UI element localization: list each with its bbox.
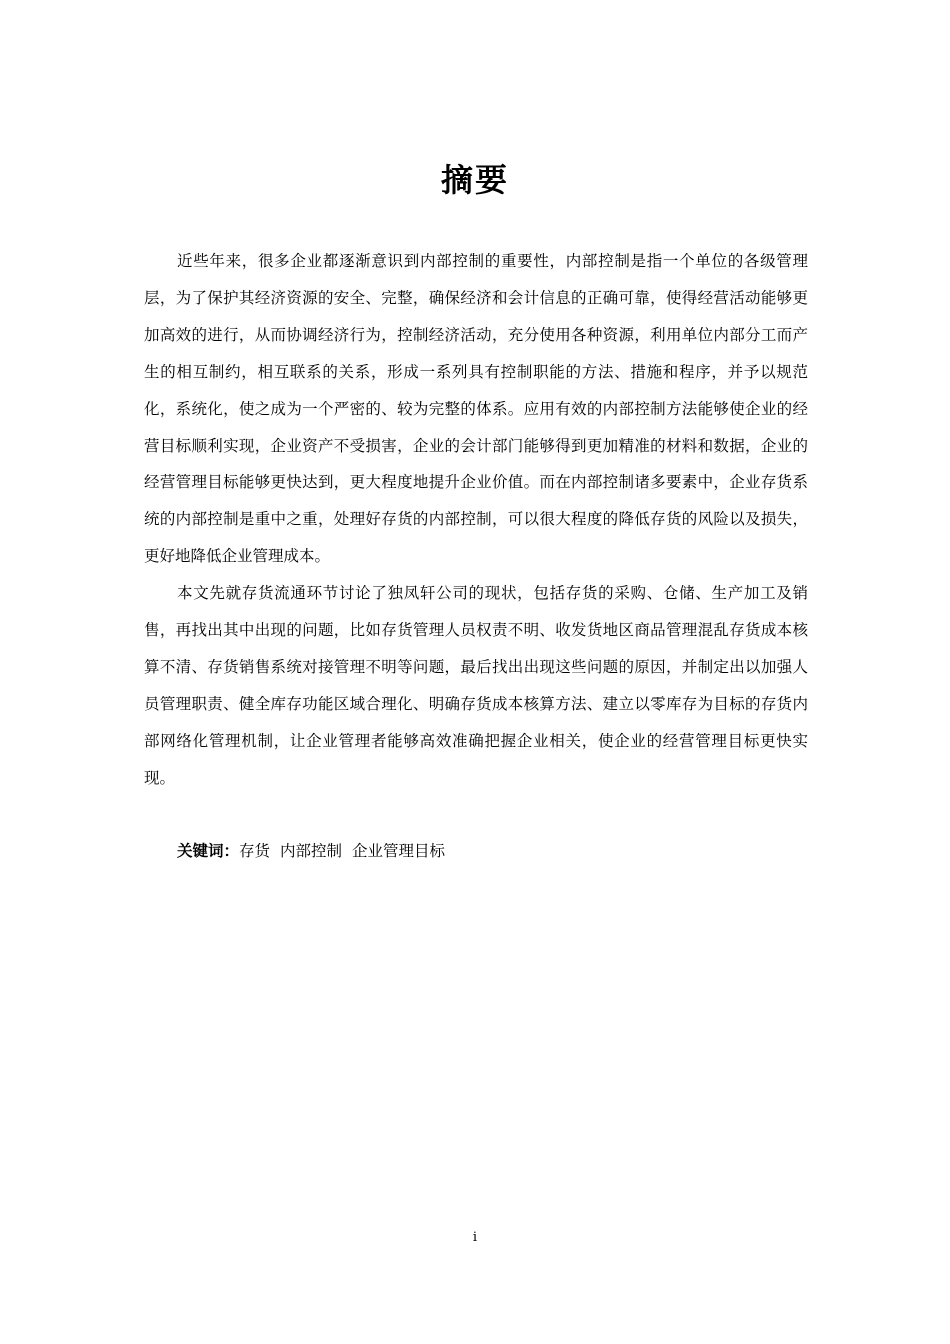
page-title: 摘要 (440, 161, 509, 199)
abstract-paragraph-2: 本文先就存货流通环节讨论了独凤轩公司的现状，包括存货的采购、仓储、生产加工及销售，再找出其中出现的问题，比如存货管理人员权责不明、收发货地区商品管理混乱存货成本核算不清、存货销售系统对接管理不明等问题，最后找出出现这些问题的原因，并制定出以加强人员管理职责、健全库存功能区域合理化、明确存货成本核算方法、建立以零库存为目标的存货内部网络化管理机制，让企业管理者能够高效准确把握企业相关，使企业的经营管理目标更快实现。 (144, 584, 808, 787)
abstract-body (144, 243, 808, 797)
keywords-line (177, 836, 455, 866)
abstract-paragraph-1: 近些年来，很多企业都逐渐意识到内部控制的重要性，内部控制是指一个单位的各级管理层，为了保护其经济资源的安全、完整，确保经济和会计信息的正确可靠，使得经营活动能够更加高效的进行，从而协调经济行为，控制经济活动，充分使用各种资源，利用单位内部分工而产生的相互制约，相互联系的关系，形成一系列具有控制职能的方法、措施和程序，并予以规范化，系统化，使之成为一个严密的、较为完整的体系。应用有效的内部控制方法能够使企业的经营目标顺利实现，企业资产不受损害，企业的会计部门能够得到更加精准的材料和数据，企业的经营管理目标能够更快达到，更大程度地提升企业价值。而在内部控制诸多要素中，企业存货系统的内部控制是重中之重，处理好存货的内部控制，可以很大程度的降低存货的风险以及损失，更好地降低企业管理成本。 (144, 252, 808, 566)
keyword-item: 存货 (239, 842, 271, 860)
page-number: i (472, 1230, 478, 1245)
keywords-label: 关键词： (177, 841, 240, 860)
keyword-item: 内部控制 (280, 842, 343, 860)
keyword-item: 企业管理目标 (352, 842, 446, 860)
